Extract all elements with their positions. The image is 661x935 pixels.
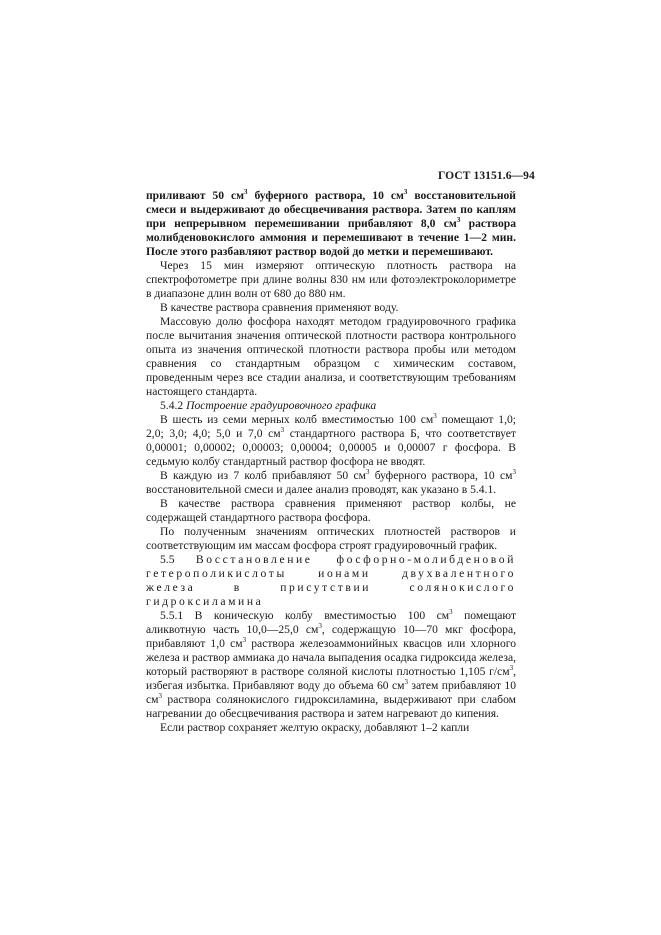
paragraph: приливают 50 $см^3$ буферного раствора, 10 $см^3$ восстановительной смеси и выдерживают до обесцвечивания раствора. Затем по каплям при непрерывном перемешивании прибавляют 8,0 $см^3$ раствора молибденовокислого аммония и перемешивают в течение 1—2 мин. После этого разбавляют раствор водой до метки и перемешивают. xyxy=(146,188,516,258)
section-number: 5.5 xyxy=(160,553,196,566)
section-title: Построение градуировочного графика xyxy=(186,399,377,412)
paragraph: Если раствор сохраняет желтую окраску, добавляют 1–2 капли xyxy=(160,721,470,734)
paragraph: Массовую долю фосфора находят методом градуировочного графика после вычитания значения оптической плотности раствора контрольного опыта из значения оптической плотности раствора пробы или методом сравнения со стандартным образцом с химическим составом, проведенным через все стадии анализа, и соответствующим требованиям настоящего стандарта. xyxy=(146,315,516,398)
paragraph: По полученным значениям оптических плотностей растворов и соответствующим им массам фосфора строят градуировочный график. xyxy=(146,525,516,552)
paragraph: В качестве раствора сравнения применяют воду. xyxy=(160,301,399,314)
paragraph: В качестве раствора сравнения применяют раствор колбы, не содержащей стандартного раствора фосфора. xyxy=(146,497,516,524)
section-title: Восстановление фосфорно-молибденовой гетерополикислоты ионами двухвалентного железа в присутствии солянокислого гидроксиламина xyxy=(146,553,516,608)
section-heading xyxy=(146,399,516,413)
section-number: 5.4.2 xyxy=(160,399,187,412)
paragraph: В каждую из 7 колб прибавляют 50 $см^3$ буферного раствора, 10 $см^3$ восстановительной смеси и далее анализ проводят, как указано в 5.4.1. xyxy=(146,468,516,496)
paragraph: 5.5.1 В коническую колбу вместимостью 100 $см^3$ помещают аликвотную часть 10,0—25,0 $см^3$, содержащую 10—70 мкг фосфора, прибавляют 1,0 $см^3$ раствора железоаммонийных квасцов или хлорного железа и раствор аммиака до начала выпадения осадка гидроксида железа, который растворяют в растворе соляной кислоты плотностью 1,105 $г/см^3$, избегая избытка. Прибавляют воду до объема 60 $см^3$ затем прибавляют 10 $см^3$ раствора солянокислого гидроксиламина, выдерживают при слабом нагревании до обесцвечивания раствора и затем нагревают до кипения. xyxy=(146,608,517,720)
section-heading xyxy=(146,553,516,609)
document-body xyxy=(146,189,516,735)
paragraph: В шесть из семи мерных колб вместимостью 100 $см^3$ помещают 1,0; 2,0; 3,0; 4,0; 5,0 и 7,0 $см^3$ стандартного раствора Б, что соответствует 0,00001; 0,00002; 0,00003; 0,00004; 0,00005 и 0,00007 г фосфора. В седьмую колбу стандартный раствор фосфора не вводят. xyxy=(146,412,517,468)
document-code-header: ГОСТ 13151.6—94 xyxy=(438,170,535,182)
paragraph: Через 15 мин измеряют оптическую плотность раствора на спектрофотометре при длине волны 830 нм или фотоэлектроколориметре в диапазоне длин волн от 680 до 880 нм. xyxy=(146,259,516,300)
